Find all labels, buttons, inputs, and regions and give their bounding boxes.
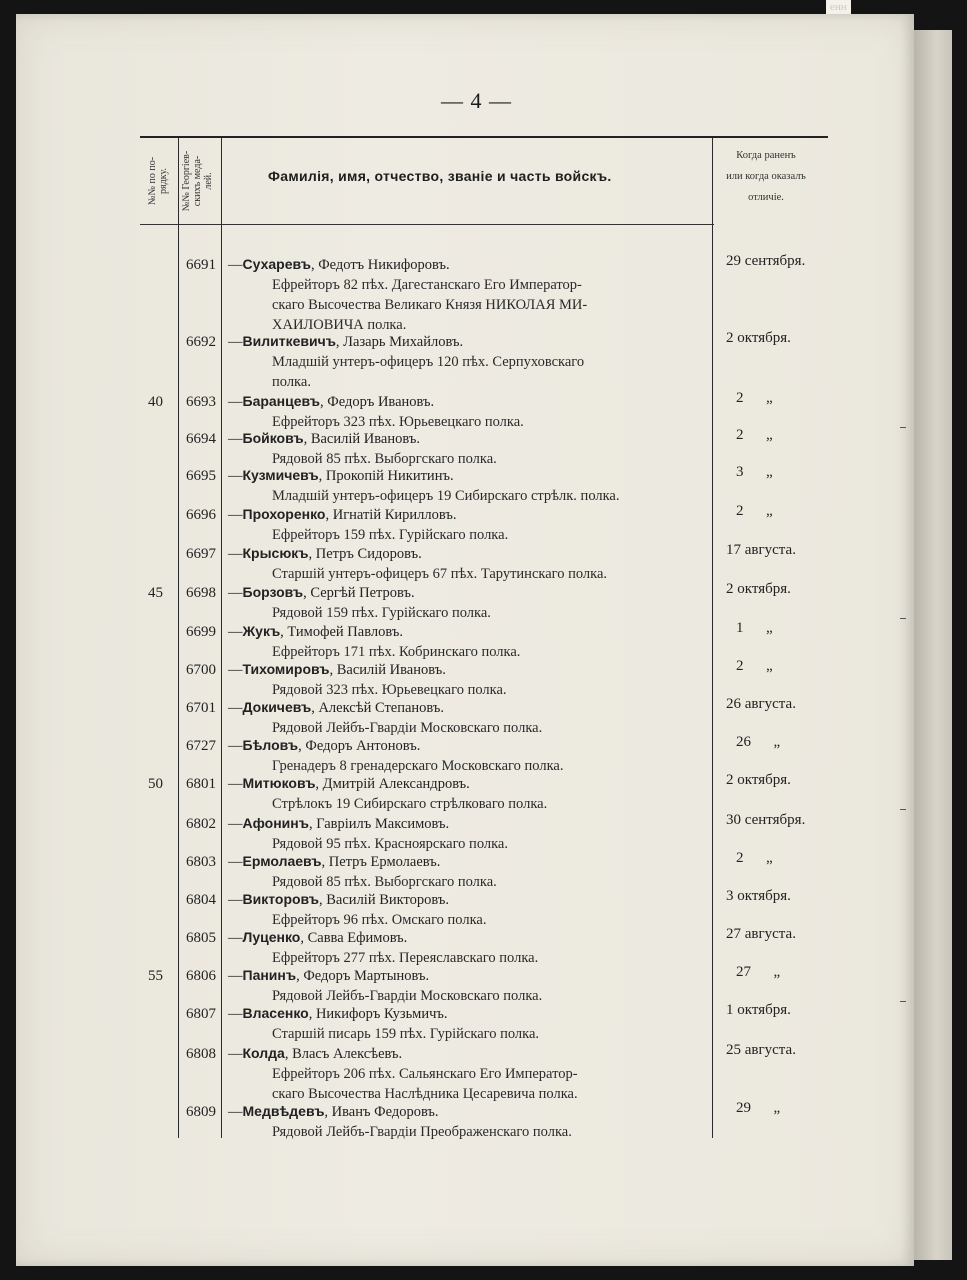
entry-name-line [228,967,429,985]
entry-name-line [228,333,463,351]
entry-separator: , [329,662,337,678]
entry-rank-unit: Стрѣлокъ 19 Сибирскаго стрѣлковаго полка. [272,796,548,812]
entry-name-line [228,853,440,871]
entry-surname: Луценко [242,929,301,945]
entry-date: 2 октября. [726,772,791,788]
entry-medal-number: 6803 [186,854,216,870]
entry-medal-number: 6806 [186,968,216,984]
entry-separator: , [298,738,306,754]
entry-surname: Колда [242,1045,285,1061]
entry-surname: Баранцевъ [242,393,320,409]
entry-separator: , [320,394,328,410]
entry-surname: Крысюкъ [242,545,309,561]
entry-rank-unit: Рядовой 95 пѣх. Красноярскаго полка. [272,836,508,852]
entry-rank-unit: Рядовой Лейбъ-Гвардіи Московскаго полка. [272,720,543,736]
entry-dash: — [228,585,243,601]
entry-date: 2 „ [736,658,773,674]
entry-index: 50 [148,776,163,792]
entry-date: 2 „ [736,503,773,519]
entry-rank-unit: Ефрейторъ 277 пѣх. Переяславскаго полка. [272,950,539,966]
entry-medal-number: 6701 [186,700,216,716]
entry-rank-unit: ХАИЛОВИЧА полка. [272,317,407,333]
entry-medal-number: 6727 [186,738,216,754]
entry-date: 2 „ [736,427,773,443]
entry-date: 30 сентября. [726,812,806,828]
entry-separator: , [318,468,326,484]
entry-date: 1 „ [736,620,773,636]
entry-surname: Бѣловъ [242,737,299,753]
entry-index: 40 [148,394,163,410]
entry-name-line [228,815,449,833]
entry-separator: , [335,334,344,350]
entry-surname: Власенко [242,1005,309,1021]
entry-date: 2 „ [736,850,773,866]
entry-name-line [228,661,446,679]
entry-surname: Борзовъ [242,584,304,600]
entry-index: 45 [148,585,163,601]
entry-name-line [228,256,450,274]
entry-surname: Жукъ [242,623,281,639]
entry-dash: — [228,624,243,640]
entry-medal-number: 6805 [186,930,216,946]
entry-dash: — [228,468,243,484]
entry-surname: Медвѣдевъ [242,1103,325,1119]
entry-rank-unit: скаго Высочества Великаго Князя НИКОЛАЯ МИ- [272,297,588,313]
entry-dash: — [228,854,243,870]
entry-medal-number: 6691 [186,257,216,273]
entry-given-names: Василій Викторовъ. [326,892,450,908]
entry-date: 27 августа. [726,926,796,942]
entry-medal-number: 6697 [186,546,216,562]
entry-date: 29 сентября. [726,253,806,269]
entry-dash: — [228,334,243,350]
entry-dash: — [228,816,243,832]
entry-rank-unit: Ефрейторъ 96 пѣх. Омскаго полка. [272,912,487,928]
entry-date: 3 „ [736,464,773,480]
entry-name-line [228,699,444,717]
entry-dash: — [228,700,243,716]
entry-given-names: Никифоръ Кузьмичъ. [315,1006,448,1022]
entry-dash: — [228,507,243,523]
entry-index: 55 [148,968,163,984]
entry-separator: , [315,776,323,792]
entry-separator: , [325,507,333,523]
entry-given-names: Петръ Ермолаевъ. [328,854,441,870]
page-number: — 4 — [441,88,512,113]
entry-separator: , [311,700,319,716]
entry-rank-unit: Ефрейторъ 323 пѣх. Юрьевецкаго полка. [272,414,524,430]
entry-separator: , [296,968,304,984]
entry-surname: Панинъ [242,967,297,983]
entry-name-line [228,1045,402,1063]
entry-rank-unit: Рядовой 85 пѣх. Выборгскаго полка. [272,451,497,467]
entry-surname: Ермолаевъ [242,853,322,869]
entry-date: 25 августа. [726,1042,796,1058]
entry-name-line [228,737,420,755]
entry-medal-number: 6700 [186,662,216,678]
entry-name-line [228,929,407,947]
entry-separator: , [321,854,329,870]
entry-rank-unit: Рядовой 85 пѣх. Выборгскаго полка. [272,874,497,890]
entry-dash: — [228,1046,243,1062]
entry-surname: Прохоренко [242,506,326,522]
entry-separator: , [324,1104,332,1120]
entry-medal-number: 6699 [186,624,216,640]
entry-name-line [228,393,434,411]
entry-surname: Викторовъ [242,891,320,907]
entry-name-line [228,584,415,602]
entry-dash: — [228,930,243,946]
margin-tick [900,809,906,810]
entry-dash: — [228,394,243,410]
entry-separator: , [308,816,317,832]
entry-given-names: Лазарь Михайловъ. [343,334,464,350]
entry-rank-unit: Старшій унтеръ-офицеръ 67 пѣх. Тарутинскаго полка. [272,566,608,582]
entry-dash: — [228,892,243,908]
entry-rank-unit: Рядовой Лейбъ-Гвардіи Московскаго полка. [272,988,543,1004]
entry-rank-unit: Ефрейторъ 171 пѣх. Кобринскаго полка. [272,644,521,660]
entry-name-line [228,545,422,563]
entry-separator: , [280,624,288,640]
entry-rank-unit: Рядовой 323 пѣх. Юрьевецкаго полка. [272,682,507,698]
entry-given-names: Василій Ивановъ. [336,662,446,678]
entry-date: 2 „ [736,390,773,406]
entry-medal-number: 6693 [186,394,216,410]
entry-date: 27 „ [736,964,781,980]
entry-given-names: Федоръ Антоновъ. [305,738,421,754]
entry-date: 2 октября. [726,581,791,597]
entry-dash: — [228,968,243,984]
header-name: Фамилія, имя, отчество, званіе и часть войскъ. [268,168,612,184]
entry-name-line [228,467,454,485]
entry-rank-unit: Старшій писарь 159 пѣх. Гурійскаго полка. [272,1026,540,1042]
entry-separator: , [303,585,311,601]
entry-medal-number: 6692 [186,334,216,350]
entry-rank-unit: Младшій унтеръ-офицеръ 120 пѣх. Серпуховскаго [272,354,585,370]
entry-rank-unit: полка. [272,374,311,390]
entry-medal-number: 6695 [186,468,216,484]
margin-tick [900,1001,906,1002]
entry-medal-number: 6804 [186,892,216,908]
entry-given-names: Федоръ Ивановъ. [327,394,435,410]
entry-rank-unit: скаго Высочества Наслѣдника Цесаревича полка. [272,1086,578,1102]
header-date: Когда раненъ или когда оказалъ отличіе. [726,150,806,203]
entry-separator: , [300,930,308,946]
entry-date: 26 „ [736,734,781,750]
margin-tick [900,618,906,619]
entry-given-names: Федотъ Никифоровъ. [318,257,450,273]
entry-given-names: Василій Ивановъ. [310,431,420,447]
entry-separator: , [310,257,319,273]
entry-date: 2 октября. [726,330,791,346]
entry-dash: — [228,776,243,792]
entry-given-names: Федоръ Мартыновъ. [303,968,430,984]
entry-date: 3 октября. [726,888,791,904]
entry-given-names: Игнатій Кирилловъ. [332,507,457,523]
entry-name-line [228,623,403,641]
entry-given-names: Прокопій Никитинъ. [325,468,454,484]
entry-dash: — [228,431,243,447]
entry-medal-number: 6802 [186,816,216,832]
entry-dash: — [228,1104,243,1120]
entry-given-names: Тимофей Павловъ. [287,624,403,640]
entry-medal-number: 6807 [186,1006,216,1022]
entry-date: 1 октября. [726,1002,791,1018]
entry-dash: — [228,738,243,754]
entry-separator: , [284,1046,293,1062]
entry-rank-unit: Ефрейторъ 159 пѣх. Гурійскаго полка. [272,527,509,543]
entry-given-names: Савва Ефимовъ. [307,930,408,946]
entry-given-names: Гавріилъ Максимовъ. [316,816,450,832]
entry-separator: , [319,892,327,908]
entry-surname: Вилиткевичъ [242,333,336,349]
entry-surname: Докичевъ [242,699,312,715]
entry-name-line [228,775,470,793]
entry-dash: — [228,1006,243,1022]
entry-rank-unit: Ефрейторъ 82 пѣх. Дагестанскаго Его Император- [272,277,582,293]
entry-rank-unit: Гренадеръ 8 гренадерскаго Московскаго полка. [272,758,564,774]
entry-date: 29 „ [736,1100,781,1116]
header-medal: №№ Георгiев- скихъ меда- лей. [181,150,214,212]
entry-surname: Афонинъ [242,815,309,831]
entry-medal-number: 6809 [186,1104,216,1120]
entry-name-line [228,891,449,909]
entry-surname: Сухаревъ [242,256,311,272]
entry-separator: , [308,1006,316,1022]
entry-surname: Тихомировъ [242,661,330,677]
entry-name-line [228,506,457,524]
margin-tick [900,427,906,428]
entry-rank-unit: Младшій унтеръ-офицеръ 19 Сибирскаго стрѣлк. полка. [272,488,620,504]
entry-dash: — [228,662,243,678]
entry-name-line [228,430,420,448]
entry-given-names: Дмитрій Александровъ. [322,776,470,792]
entry-rank-unit: Ефрейторъ 206 пѣх. Сальянскаго Его Император- [272,1066,578,1082]
entry-medal-number: 6696 [186,507,216,523]
entry-date: 26 августа. [726,696,796,712]
entry-separator: , [303,431,311,447]
header-index: №№ по по- рядку. [147,156,169,206]
entry-name-line [228,1103,439,1121]
entry-medal-number: 6808 [186,1046,216,1062]
corner-fragment: енн [826,0,851,14]
entry-given-names: Алексѣй Степановъ. [318,700,445,716]
entry-surname: Бойковъ [242,430,304,446]
entry-name-line [228,1005,448,1023]
entry-surname: Митюковъ [242,775,316,791]
entry-given-names: Сергѣй Петровъ. [310,585,415,601]
entry-rank-unit: Рядовой Лейбъ-Гвардіи Преображенскаго полка. [272,1124,572,1140]
entry-separator: , [308,546,316,562]
entry-given-names: Петръ Сидоровъ. [315,546,422,562]
entry-rank-unit: Рядовой 159 пѣх. Гурійскаго полка. [272,605,491,621]
entry-given-names: Власъ Алексѣевъ. [292,1046,403,1062]
entry-surname: Кузмичевъ [242,467,319,483]
entry-medal-number: 6694 [186,431,216,447]
entry-date: 17 августа. [726,542,796,558]
entry-given-names: Иванъ Федоровъ. [331,1104,439,1120]
entry-dash: — [228,257,243,273]
entry-medal-number: 6801 [186,776,216,792]
entry-dash: — [228,546,243,562]
entry-medal-number: 6698 [186,585,216,601]
